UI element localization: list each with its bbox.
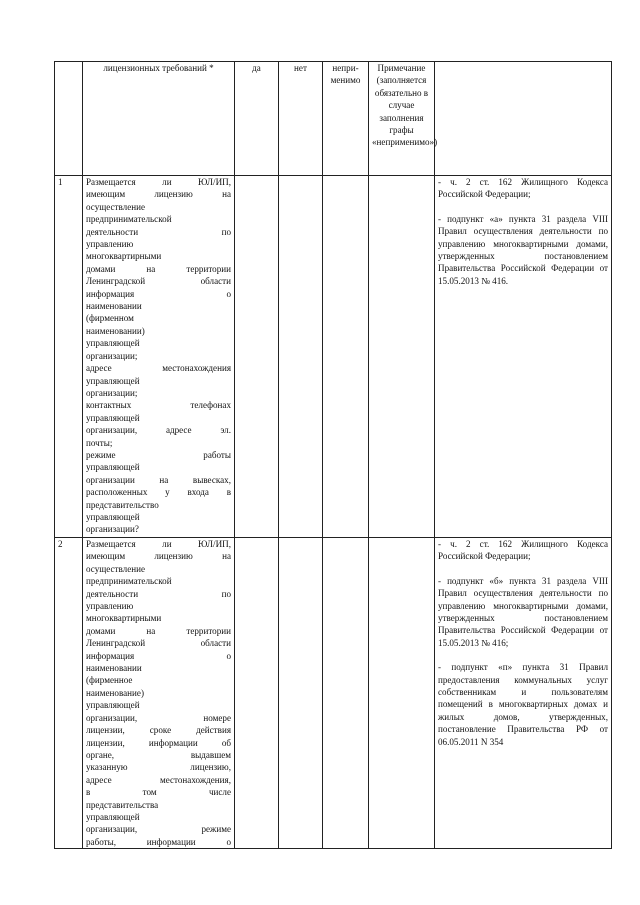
question-line: (фирменном — [86, 313, 134, 324]
question-line: управляющей — [86, 811, 140, 822]
note-cell[interactable] — [369, 538, 435, 849]
question-line: контактных телефонах — [86, 400, 231, 411]
question-line: Ленинградской области — [86, 276, 231, 287]
header-question: лицензионных требований * — [83, 62, 235, 176]
question-line: представительство — [86, 499, 159, 510]
question-line: организации на вывесках, — [86, 474, 231, 485]
header-not-applicable: непри-менимо — [323, 62, 369, 176]
question-line: деятельности по — [86, 588, 231, 599]
question-line: управляющей — [86, 338, 140, 349]
question-line: организации; — [86, 387, 138, 398]
legal-reference: - подпункт «п» пункта 31 Правил предоставления коммунальных услуг собственникам и пользователям помещений в многоквартирных домах и жилых домов, утвержденных, постановление Правительства РФ от 06.05.2011 N 354 — [438, 662, 608, 747]
question-line: деятельности по — [86, 226, 231, 237]
legal-reference: - подпункт «б» пункта 31 раздела VIII Правил осуществления деятельности по управлению многоквартирными домами, утвержденных постановлением Правительства Российской Федерации от 15.05.2013 № 416; — [438, 575, 608, 648]
question-line: наименование) — [86, 687, 144, 698]
question-line: управляющей — [86, 511, 140, 522]
table-row — [55, 176, 612, 538]
question-line: организации, адресе эл. — [86, 425, 231, 436]
question-line: организации? — [86, 524, 139, 535]
header-no: нет — [279, 62, 323, 176]
question-line: Размещается ли ЮЛ/ИП, — [86, 539, 231, 549]
question-line: в том числе — [86, 787, 231, 798]
question-line: домами на территории — [86, 625, 231, 636]
legal-reference: - подпункт «а» пункта 31 раздела VIII Правил осуществления деятельности по управлению многоквартирными домами, утвержденных постановлением Правительства Российской Федерации от 15.05.2013 № 416. — [438, 213, 608, 286]
question-line: лицензии, информации об — [86, 737, 231, 748]
question-line: (фирменное — [86, 675, 133, 686]
question-line: работы, информации о — [86, 836, 231, 847]
question-line: лицензии, сроке действия — [86, 725, 231, 736]
table-header-row — [55, 62, 612, 176]
question-line: имеющим лицензию на — [86, 551, 231, 562]
question-line: осуществление — [86, 201, 146, 212]
question-line: имеющим лицензию на — [86, 189, 231, 200]
question-line: указанную лицензию, — [86, 762, 231, 773]
question-line: адресе местонахождения — [86, 363, 231, 374]
question-line: домами на территории — [86, 263, 231, 274]
checklist-table — [54, 61, 612, 849]
answer-yes-cell[interactable] — [235, 538, 279, 849]
answer-yes-cell[interactable] — [235, 176, 279, 538]
question-line: многоквартирными — [86, 251, 162, 262]
row-number: 2 — [55, 538, 83, 849]
question-line: организации, номере — [86, 712, 231, 723]
question-line: управляющей — [86, 412, 140, 423]
row-references — [435, 538, 612, 849]
question-line: представительства — [86, 799, 159, 810]
question-line: осуществление — [86, 563, 146, 574]
question-line: адресе местонахождения, — [86, 774, 231, 785]
question-line: органе, выдавшем — [86, 749, 231, 760]
question-line: расположенных у входа в — [86, 487, 231, 498]
row-question — [83, 176, 235, 538]
row-references — [435, 176, 612, 538]
question-line: наименовании) — [86, 325, 145, 336]
question-line: почты; — [86, 437, 113, 448]
question-line: наименовании — [86, 301, 142, 312]
header-num-cell — [55, 62, 83, 176]
question-line: управляющей — [86, 375, 140, 386]
question-line: управлению — [86, 239, 134, 250]
answer-no-cell[interactable] — [279, 176, 323, 538]
row-question — [83, 538, 235, 849]
answer-na-cell[interactable] — [323, 176, 369, 538]
question-line: многоквартирными — [86, 613, 162, 624]
question-line: управляющей — [86, 462, 140, 473]
answer-na-cell[interactable] — [323, 538, 369, 849]
question-line: наименовании — [86, 663, 142, 674]
question-line: предпринимательской — [86, 214, 172, 225]
question-line: информация о — [86, 288, 231, 299]
table-row — [55, 538, 612, 849]
question-line: организации; — [86, 350, 138, 361]
answer-no-cell[interactable] — [279, 538, 323, 849]
question-line: режиме работы — [86, 449, 231, 460]
row-number: 1 — [55, 176, 83, 538]
header-yes: да — [235, 62, 279, 176]
question-line: управляющей — [86, 700, 140, 711]
question-line: управлению — [86, 601, 134, 612]
question-line: предпринимательской — [86, 576, 172, 587]
note-cell[interactable] — [369, 176, 435, 538]
legal-reference: - ч. 2 ст. 162 Жилищного Кодекса Российской Федерации; — [438, 177, 608, 200]
legal-reference: - ч. 2 ст. 162 Жилищного Кодекса Российской Федерации; — [438, 539, 608, 562]
question-line: Ленинградской области — [86, 638, 231, 649]
question-line: Размещается ли ЮЛ/ИП, — [86, 177, 231, 187]
header-note: Примечание (заполняется обязательно в случае заполнения графы «неприменимо») — [369, 62, 435, 176]
question-line: организации, режиме — [86, 824, 231, 835]
header-ref-cell — [435, 62, 612, 176]
question-line: информация о — [86, 650, 231, 661]
